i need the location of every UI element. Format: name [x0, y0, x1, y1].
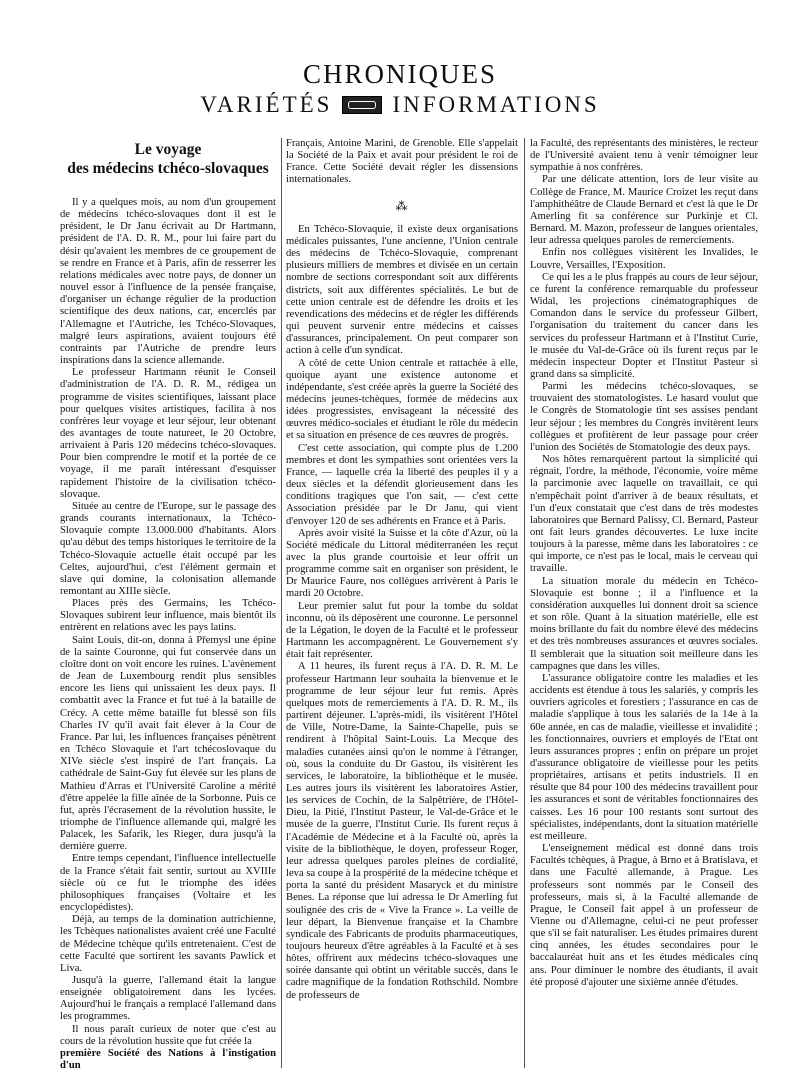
paragraph: Déjà, au temps de la domination autrichienne, les Tchèques nationalistes avaient créé une Faculté de Médecine tchèque qu'ils entretenaient. C'est de cette Faculté que sortirent les savants Pawlick et Liva.	[60, 914, 276, 974]
paragraph: Français, Antoine Marini, de Grenoble. Elle s'appelait la Société de la Paix et avait pour président le roi de France. Cette Société devait régler les dissensions internationales.	[286, 138, 518, 186]
paragraph: La situation morale du médecin en Tchéco-Slovaquie est bonne ; il a l'influence et la considération auxquelles lui donnent droit sa science et son rôle. Quant à la situation matérielle, elle est moins brillante du fait du nombre élevé des médecins et des très nombreuses assurances et œuvres sociales. Il semblerait que la situation soit meilleure dans les campagnes que dans les villes.	[530, 575, 758, 672]
paragraph: A côté de cette Union centrale et rattachée à elle, quoique ayant une existence autonome et indépendante, s'est créée après la guerre la Société des médecins jeunes-tchèques, formée de médecins aux idées progressistes, envisageant la nécessité des œuvres médico-sociales et étudiant le rôle du médecin et sa situation en présence de ces œuvres de progrès.	[286, 357, 518, 442]
column-divider	[524, 138, 525, 1068]
section-subtitle	[0, 92, 800, 118]
paragraph: L'enseignement médical est donné dans trois Facultés tchèques, à Prague, à Brno et à Bratislava, et dans une Faculté allemande, à Prague. Les professeurs sont nommés par le Conseil des professeurs, mais si, à la Faculté allemande de Prague, le Conseil fait appel à un professeur de Vienne ou d'Allemagne, celui-ci ne peut professer que s'il se fait naturaliser. Les études primaires durent cinq années, les études secondaires pour le baccalauréat huit ans et les études médicales cinq ans. Pour diminuer le nombre des étudiants, il avait été proposé d'ajouter une sixième année d'études.	[530, 843, 758, 988]
article-title-line-1: Le voyage	[134, 141, 202, 158]
column-1	[60, 138, 276, 1072]
paragraph: Saint Louis, dit-on, donna à Přemysl une épine de la sainte Couronne, qui fut conservée dans un cloître dont on voit encore les ruines. L'avènement de Jean de Luxembourg rendit plus sensibles encore les liens qui unissaient les deux pays. Il combattit avec la France et fut tué à la bataille de Crécy. A cette même bataille fut blessé son fils Charles IV qu'il avait fait élever à la Cour de France. Par lui, les influences françaises pénètrent en Tchéco Slovaquie et l'art tchécoslovaque du XIVe siècle s'est inspiré de l'art français. La cathédrale de Saint-Guy fut élevée sur les plans de Mathieu d'Arras et l'Université Caroline a mérité d'être appelée la fille aînée de la Sorbonne. Puis ce fut, après l'écrasement de la révolution hussite, le triomphe de l'influence allemande qui, malgré les Palacek, les Safarik, les Rieger, dura jusqu'à la dernière guerre.	[60, 634, 276, 853]
column-2	[286, 138, 518, 1002]
paragraph-bold-end	[60, 1048, 276, 1072]
paragraph: Il y a quelques mois, au nom d'un groupement de médecins tchéco-slovaques dont il est le président, le Dr Janu écrivait au Dr Hartmann, président de l'A. D. R. M., pour lui faire part du désir qu'avaient les membres de ce groupement de se rendre en France et à Paris, afin de resserrer les relations médicales avec notre pays, de donner un nouvel essor à l'influence de la pensée française, d'organiser un échange régulier de la production scientifique des deux nations, car, encerclés par l'Allemagne et l'Autriche, les Tchéco-Slovaques, malgré leurs aspirations, avaient toujours été contraints par l'Autriche de prendre leurs inspirations dans la science allemande.	[60, 197, 276, 367]
paragraph: Ce qui les a le plus frappés au cours de leur séjour, ce furent la conférence remarquable du professeur Widal, les projections cinématographiques de Comandon dans le service du professeur Gilbert, l'organisation du traitement du cancer dans les services du professeur Hartmann et à l'Institut Curie, le musée du Val-de-Grâce où ils furent reçus par le médecin inspecteur Dopter et l'Institut Pasteur si grand dans sa simplicité.	[530, 271, 758, 380]
paragraph: Leur premier salut fut pour la tombe du soldat inconnu, où ils déposèrent une couronne. Le personnel de la Légation, le doyen de la Faculté et le professeur Hartmann les accompagnèrent. Le Gouvernement s'y était fait représenter.	[286, 600, 518, 661]
paragraph: Il nous paraît curieux de noter que c'est au cours de la révolution hussite que fut créée la	[60, 1023, 276, 1047]
paragraph: L'assurance obligatoire contre les maladies et les accidents est étendue à tous les salariés, y compris les ouvriers agricoles et forestiers ; l'assurance en cas de maladie s'applique à tous les salariés de la 14e à la 60e année, en cas de maladie, vieillesse et invalidité ; les fonctionnaires, ouvriers et employés de l'Etat ont leurs assurances propres ; enfin on prépare un projet d'assurance obligatoire de vieillesse pour les petits propriétaires, artisans et petits industriels. Il en résulte que 84 pour 100 des médecins travaillent pour les assurances et sont de véritables fonctionnaires des caisses. Les 16 pour 100 restants sont surtout des spécialistes, indépendants, dont la situation matérielle est meilleure.	[530, 672, 758, 842]
paragraph: Après avoir visité la Suisse et la côte d'Azur, où la Société médicale du Littoral méditerranéen les reçut avec la plus grande courtoisie et leur offrit un programme comme sait en organiser son président, le Dr Maurice Faure, nos collègues arrivèrent à Paris le mardi 20 Octobre.	[286, 527, 518, 600]
column-3	[530, 138, 758, 989]
article-title-line-2: des médecins tchéco-slovaques	[67, 160, 269, 177]
paragraph: Jusqu'à la guerre, l'allemand était la langue enseignée obligatoirement dans les lycées. Aujourd'hui le français a remplacé l'allemand dans les programmes.	[60, 975, 276, 1023]
paragraph: Nos hôtes remarquèrent partout la simplicité qui régnait, l'ordre, la méthode, l'économie, voire même la parcimonie avec laquelle on travaillait, ce qui n'empêchait point d'arriver à de beaux résultats, et l'un d'eux constatait que c'est dans de très modestes laboratoires que Bernard Palissy, Cl. Bernard, Pasteur ont fait leurs grandes découvertes. Le luxe incite toujours à la paresse, même dans les laboratoires : ce qui importe, ce n'est pas le local, mais le cerveau qui travaille.	[530, 454, 758, 575]
bold-text: première Société des Nations à l'instigation d'un	[60, 1047, 276, 1072]
section-title: CHRONIQUES	[302, 59, 497, 89]
paragraph: Places près des Germains, les Tchéco-Slovaques subirent leur influence, mais bientôt ils entrèrent en relations avec les pays latins.	[60, 598, 276, 634]
article-title	[60, 140, 276, 178]
paragraph: Entre temps cependant, l'influence intellectuelle de la France s'était fait sentir, surtout au XVIIIe siècle où ce fut le triomphe des idées philosophiques françaises (Voltaire et les encyclopédistes).	[60, 853, 276, 914]
masthead	[0, 58, 800, 118]
paragraph: Par une délicate attention, lors de leur visite au Collège de France, M. Maurice Croizet les reçut dans l'amphithéâtre de Claude Bernard et c'est là que le Dr Amerling fit sa conférence sur Purkinje et Cl. Bernard. M. Mazon, professeur de langues orientales, leur adressa quelques paroles de remerciements.	[530, 174, 758, 247]
paragraph: En Tchéco-Slovaquie, il existe deux organisations médicales puissantes, l'une ancienne, l'Union centrale des médecins de Tchéco-Slovaquie, comprenant plusieurs milliers de membres et divisée en un certain nombre de sections correspondant soit aux différents districts, soit aux différentes spécialités. Le but de cette union centrale est de défendre les droits et les revendications des médecins et de régler les différends qui peuvent survenir entre médecins et caisses d'assurances, principalement. On peut comparer son action à celle d'un syndicat.	[286, 223, 518, 357]
ornament-icon	[342, 96, 382, 114]
paragraph: Enfin nos collègues visitèrent les Invalides, le Louvre, Versailles, l'Exposition.	[530, 247, 758, 271]
paragraph: A 11 heures, ils furent reçus à l'A. D. R. M. Le professeur Hartmann leur souhaita la bienvenue et le programme de leur séjour leur fut remis. Après quelques mots de remerciements à l'A. D. R. M., ils partirent déjeuner. L'après-midi, ils visitèrent l'Hôtel de Ville, Notre-Dame, la Sainte-Chapelle, puis se rendirent à l'hôpital Saint-Louis. La Mecque des maladies cutanées ainsi qu'on le nomme à l'étranger, où, sous la conduite du Dr Gastou, ils visitèrent les services, le laboratoire, la bibliothèque et le musée. Les autres jours ils visitèrent les laboratoires Astier, les services de Cochin, de la Salpêtrière, de l'Hôtel-Dieu, la Pitié, l'Institut Pasteur, le Val-de-Grâce et le musée de la guerre, l'Institut Curie. Ils furent reçus à l'Académie de Médecine et à la Faculté où, après la visite de la bibliothèque, le doyen, professeur Roger, leur adressa quelques paroles pleines de cordialité, leva sa coupe à la prospérité de la médecine tchèque et porta la santé du président Masaryck et du ministre Benes. La réponse que lui adressa le Dr Amerling fut soulignée des cris de « Vive la France ». La veille de leur départ, la Bienvenue française et la Chambre syndicale des Fabricants de produits pharmaceutiques, toujours heureux d'être agréables à la Faculté et à ses hôtes, offrirent aux médecins tchéco-slovaques une soirée dansante qui obtint un véritable succès, dans le cadre magnifique de la fondation Rothschild. Nombre de professeurs de	[286, 661, 518, 1001]
paragraph: la Faculté, des représentants des ministères, le recteur de l'Université avaient tenu à venir témoigner leur sympathie à nos confrères.	[530, 138, 758, 174]
paragraph: C'est cette association, qui compte plus de 1.200 membres et dont les sympathies sont orientées vers la France, — laquelle créa la liberté des peuples il y a deux siècles et la défendit glorieusement dans les conditions tragiques que l'on sait, — c'est cette Association présidée par le Dr Janu, qui vient d'envoyer 120 de ses adhérents en France et à Paris.	[286, 442, 518, 527]
section-separator-stars: ⁂	[395, 198, 409, 213]
paragraph: Le professeur Hartmann réunit le Conseil d'administration de l'A. D. R. M., rédigea un programme de visites scientifiques, laissant place pour quelques visites artistiques, facilita à nos confrères leur voyage et leur séjour, leur obtenant des avantages de toute natureet, le 20 Octobre, arrivaient à Paris 120 médecins tchéco-slovaques. Pour bien comprendre le motif et la portée de ce voyage, il me paraît intéressant d'esquisser rapidement l'histoire de la civilisation tchéco-slovaque.	[60, 367, 276, 500]
paragraph: Parmi les médecins tchéco-slovaques, se trouvaient des stomatologistes. Le hasard voulut que le Congrès de Stomatologie tînt ses assises pendant leur séjour ; les membres du Congrès invitèrent leurs collègues et profitèrent de leur passage pour créer l'union des Sociétés de Stomatologie des deux pays.	[530, 381, 758, 453]
paragraph: Située au centre de l'Europe, sur le passage des grands courants internationaux, la Tchéco-Slovaquie compte 13.000.000 d'habitants. Alors qu'au début des temps historiques le territoire de la Tchéco-Slovaquie actuelle était occupé par les Celtes, aujourd'hui, c'est l'élément germain et slave qui domine, la colonisation allemande remontant au XIIIe siècle.	[60, 500, 276, 597]
subtitle-left: VARIÉTÉS	[200, 92, 333, 117]
column-divider	[281, 138, 282, 1068]
subtitle-right: INFORMATIONS	[392, 92, 600, 117]
